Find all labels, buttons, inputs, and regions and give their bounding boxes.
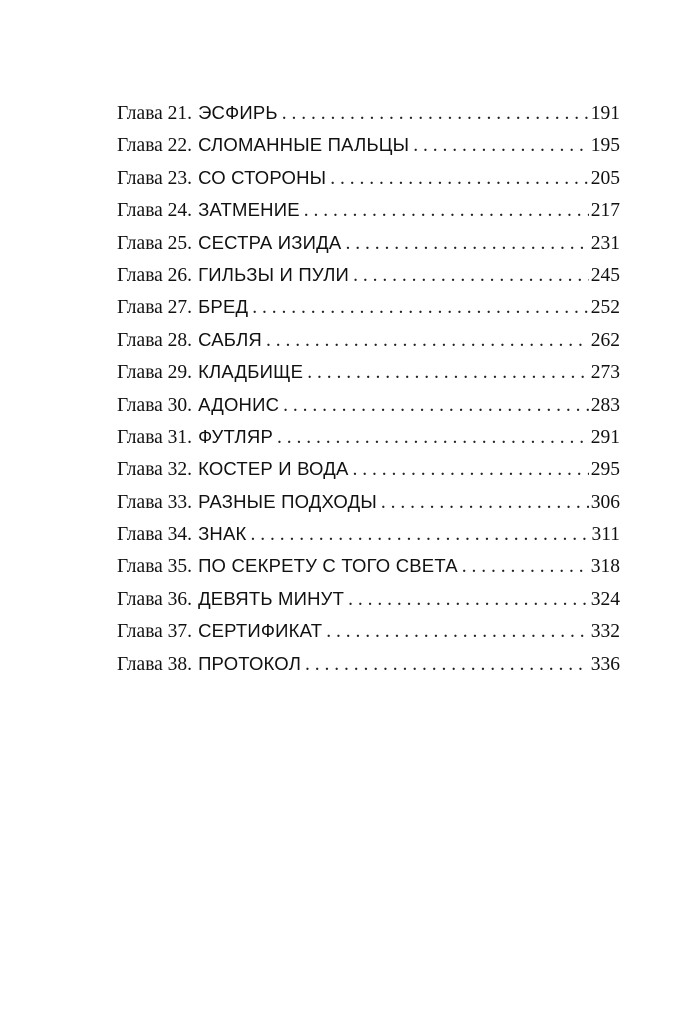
dot-leader [282, 98, 589, 129]
chapter-number: Глава 23. [117, 167, 193, 189]
dot-leader [251, 519, 590, 550]
chapter-title: РАЗНЫЕ ПОДХОДЫ [198, 490, 377, 512]
dot-leader [307, 357, 589, 388]
toc-entry [117, 227, 620, 259]
chapter-title: ДЕВЯТЬ МИНУТ [198, 587, 345, 609]
page-number: 231 [590, 232, 620, 254]
dot-leader [305, 649, 589, 680]
chapter-title: ЗНАК [198, 523, 247, 545]
chapter-title: ГИЛЬЗЫ И ПУЛИ [198, 263, 350, 285]
chapter-number: Глава 37. [117, 621, 193, 643]
page-number: 191 [590, 103, 620, 124]
chapter-title: ФУТЛЯР [198, 425, 273, 447]
dot-leader [348, 584, 589, 615]
chapter-title: КОСТЕР И ВОДА [198, 458, 349, 480]
page-number: 295 [590, 459, 620, 481]
page-number: 332 [590, 621, 620, 643]
chapter-number: Глава 32. [117, 459, 193, 481]
toc-entry [117, 421, 620, 453]
toc-entry [117, 615, 620, 647]
chapter-title: БРЕД [198, 296, 249, 318]
dot-leader [353, 260, 589, 291]
chapter-title: САБЛЯ [198, 328, 262, 350]
toc-entry [117, 324, 620, 356]
page-number: 273 [590, 362, 620, 384]
toc-entry [117, 291, 620, 323]
table-of-contents [117, 97, 620, 680]
chapter-title: КЛАДБИЩЕ [198, 361, 304, 383]
toc-entry [117, 389, 620, 421]
chapter-number: Глава 24. [117, 200, 193, 222]
toc-entry [117, 97, 620, 129]
dot-leader [304, 195, 589, 226]
toc-entry [117, 550, 620, 582]
page-number: 311 [591, 524, 620, 546]
chapter-number: Глава 22. [117, 135, 193, 157]
toc-entry [117, 486, 620, 518]
chapter-number: Глава 25. [117, 232, 193, 254]
page-number: 205 [590, 167, 620, 189]
dot-leader [462, 551, 589, 582]
chapter-number: Глава 35. [117, 556, 193, 578]
chapter-title: АДОНИС [198, 393, 280, 415]
chapter-title: СО СТОРОНЫ [198, 166, 327, 188]
dot-leader [283, 390, 589, 421]
page-number: 324 [590, 588, 620, 610]
chapter-number: Глава 36. [117, 588, 193, 610]
dot-leader [381, 487, 589, 518]
dot-leader [353, 454, 589, 485]
toc-entry [117, 259, 620, 291]
page-number: 291 [590, 426, 620, 448]
chapter-title: СЛОМАННЫЕ ПАЛЬЦЫ [198, 134, 410, 156]
toc-entry [117, 194, 620, 226]
page-number: 262 [590, 329, 620, 351]
page-number: 217 [590, 200, 620, 222]
chapter-number: Глава 30. [117, 394, 193, 416]
chapter-title: СЕСТРА ИЗИДА [198, 231, 342, 253]
page-number: 318 [590, 556, 620, 578]
toc-entry [117, 583, 620, 615]
toc-entry [117, 356, 620, 388]
toc-entry [117, 453, 620, 485]
page-number: 195 [590, 135, 620, 157]
toc-entry [117, 162, 620, 194]
chapter-number: Глава 27. [117, 297, 193, 319]
chapter-number: Глава 26. [117, 264, 193, 286]
dot-leader [326, 616, 589, 647]
dot-leader [345, 228, 588, 259]
dot-leader [330, 163, 589, 194]
chapter-number: Глава 28. [117, 329, 193, 351]
dot-leader [266, 325, 589, 356]
chapter-number: Глава 31. [117, 426, 193, 448]
chapter-title: ЗАТМЕНИЕ [198, 199, 300, 221]
chapter-title: СЕРТИФИКАТ [198, 620, 323, 642]
chapter-number: Глава 34. [117, 524, 193, 546]
page-number: 336 [590, 653, 620, 675]
dot-leader [277, 422, 589, 453]
chapter-number: Глава 29. [117, 362, 193, 384]
chapter-number: Глава 33. [117, 491, 193, 513]
toc-entry [117, 129, 620, 161]
dot-leader [252, 292, 589, 323]
page-number: 252 [590, 297, 620, 319]
toc-entry [117, 648, 620, 680]
page-number: 245 [590, 264, 620, 286]
dot-leader [413, 130, 588, 161]
chapter-title: ПО СЕКРЕТУ С ТОГО СВЕТА [198, 555, 458, 577]
page-number: 283 [590, 394, 620, 416]
toc-entry [117, 518, 620, 550]
chapter-title: ПРОТОКОЛ [198, 652, 302, 674]
chapter-number: Глава 38. [117, 653, 193, 675]
chapter-title: ЭСФИРЬ [198, 102, 278, 123]
page-number: 306 [590, 491, 620, 513]
chapter-number: Глава 21. [117, 103, 193, 124]
